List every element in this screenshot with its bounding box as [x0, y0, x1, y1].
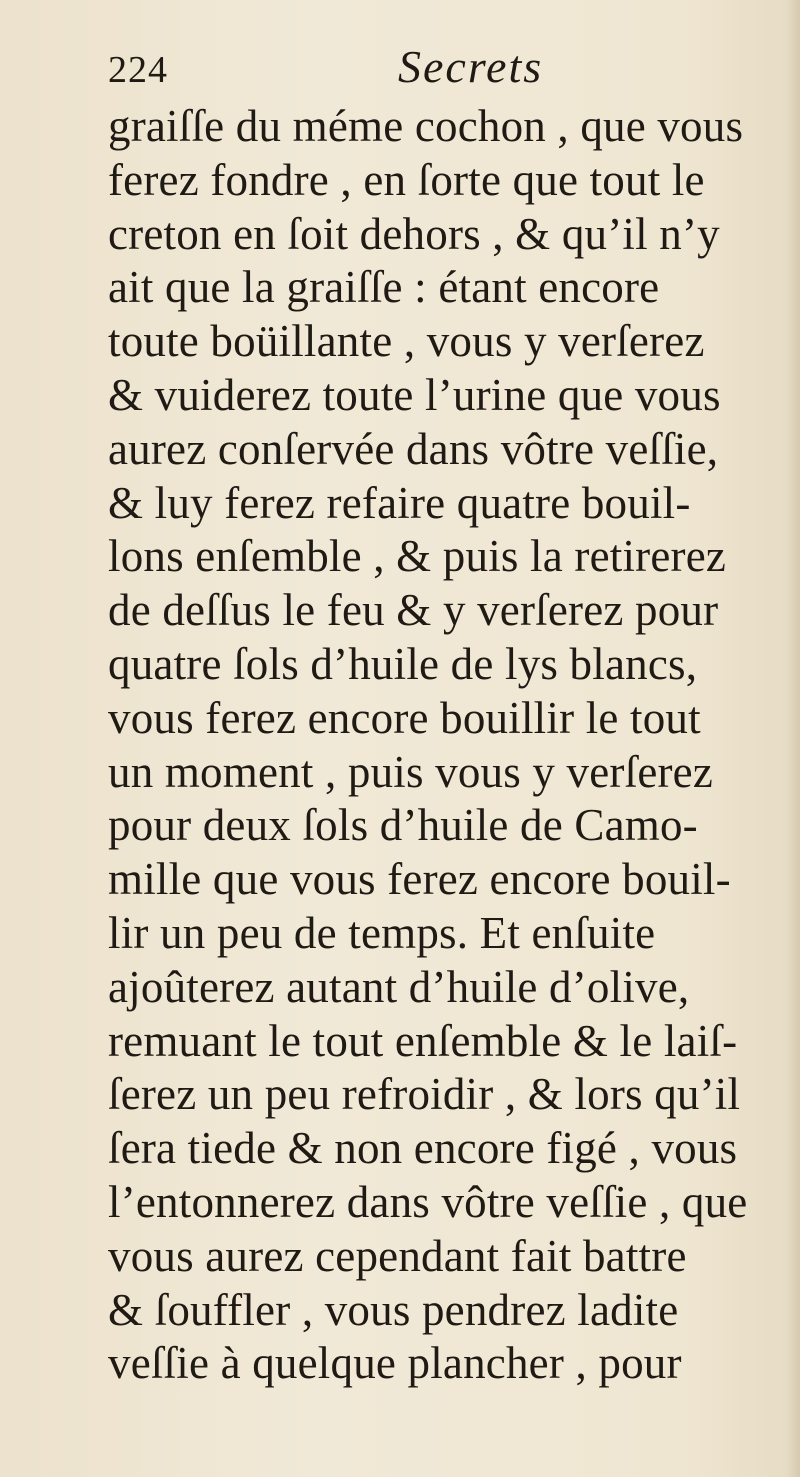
- text-line: ait que la graiſſe : étant encore: [108, 262, 660, 313]
- text-line: remuant le tout enſemble & le laiſ-: [108, 1015, 738, 1066]
- text-line: toute boüillante , vous y verſerez: [108, 316, 705, 367]
- text-line: ajoûterez autant d’huile d’olive,: [108, 961, 690, 1012]
- text-line: & vuiderez toute l’urine que vous: [108, 369, 721, 420]
- text-line: pour deux ſols d’huile de Camo-: [108, 800, 698, 851]
- text-line: creton en ſoit dehors , & qu’il n’y: [108, 208, 720, 259]
- text-line: l’entonnerez dans vôtre veſſie , que: [108, 1176, 748, 1227]
- running-head: [108, 40, 708, 104]
- text-line: lons enſemble , & puis la retirerez: [108, 531, 727, 582]
- text-line: & ſouffler , vous pendrez ladite: [108, 1284, 679, 1335]
- text-line: mille que vous ferez encore bouil-: [108, 854, 731, 905]
- text-line: veſſie à quelque plancher , pour: [108, 1338, 682, 1389]
- text-line: & luy ferez refaire quatre bouil-: [108, 477, 691, 528]
- text-line: ferez fondre , en ſorte que tout le: [108, 154, 705, 205]
- text-line: vous ferez encore bouillir le tout: [108, 692, 701, 743]
- text-line: ſerez un peu refroidir , & lors qu’il: [108, 1069, 741, 1120]
- running-title: Secrets: [398, 41, 544, 92]
- text-line: un moment , puis vous y verſerez: [108, 746, 714, 797]
- text-line: de deſſus le feu & y verſerez pour: [108, 585, 719, 636]
- page-number: 224: [108, 49, 168, 91]
- text-line: aurez conſervée dans vôtre veſſie,: [108, 423, 719, 474]
- text-line: vous aurez cependant fait battre: [108, 1230, 687, 1281]
- text-line: ſera tiede & non encore figé , vous: [108, 1123, 738, 1174]
- text-line: quatre ſols d’huile de lys blancs,: [108, 638, 698, 689]
- body-text: [108, 100, 798, 1391]
- text-line: lir un peu de temps. Et enſuite: [108, 907, 656, 958]
- text-line: graiſſe du méme cochon , que vous: [108, 101, 744, 151]
